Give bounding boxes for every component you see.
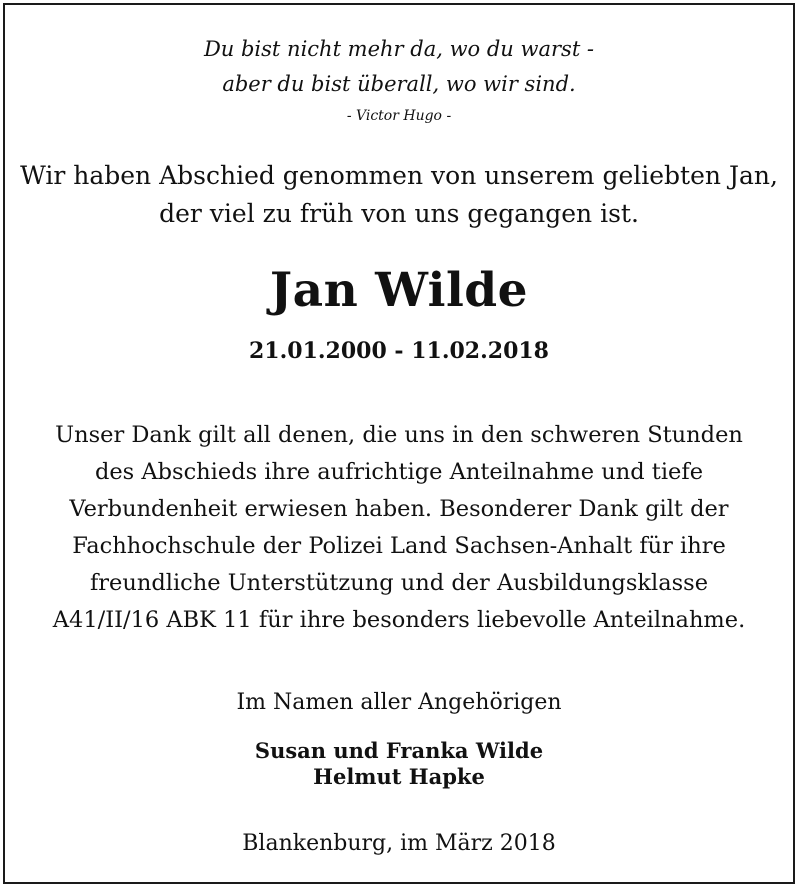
signature-intro: Im Namen aller Angehörigen [236, 690, 562, 715]
quote-line-2: aber du bist überall, wo wir sind. [222, 72, 576, 96]
obituary-notice [3, 3, 795, 884]
thanks-line-1: Unser Dank gilt all denen, die uns in den schweren Stunden [55, 422, 743, 448]
thanks-line-2: des Abschieds ihre aufrichtige Anteilnahme und tiefe [94, 459, 704, 485]
life-dates: 21.01.2000 - 11.02.2018 [248, 338, 549, 364]
thanks-line-3: Verbundenheit erwiesen haben. Besonderer Dank gilt der [69, 496, 729, 522]
thanks-line-4: Fachhochschule der Polizei Land Sachsen-Anhalt für ihre [72, 533, 726, 559]
deceased-name: Jan Wilde [269, 263, 529, 318]
quote-author: - Victor Hugo - [346, 108, 452, 124]
thanks-line-5: freundliche Unterstützung und der Ausbildungsklasse [89, 570, 709, 596]
thanks-line-6: A41/II/16 ABK 11 für ihre besonders liebevolle Anteilnahme. [52, 607, 746, 633]
intro-line-2: der viel zu früh von uns gegangen ist. [159, 199, 639, 228]
quote-line-1: Du bist nicht mehr da, wo du warst - [203, 37, 595, 61]
intro-line-1: Wir haben Abschied genommen von unserem geliebten Jan, [20, 161, 778, 190]
signer-name-2: Helmut Hapke [313, 764, 485, 789]
signer-name-1: Susan und Franka Wilde [254, 738, 544, 763]
place-and-date: Blankenburg, im März 2018 [242, 831, 556, 856]
